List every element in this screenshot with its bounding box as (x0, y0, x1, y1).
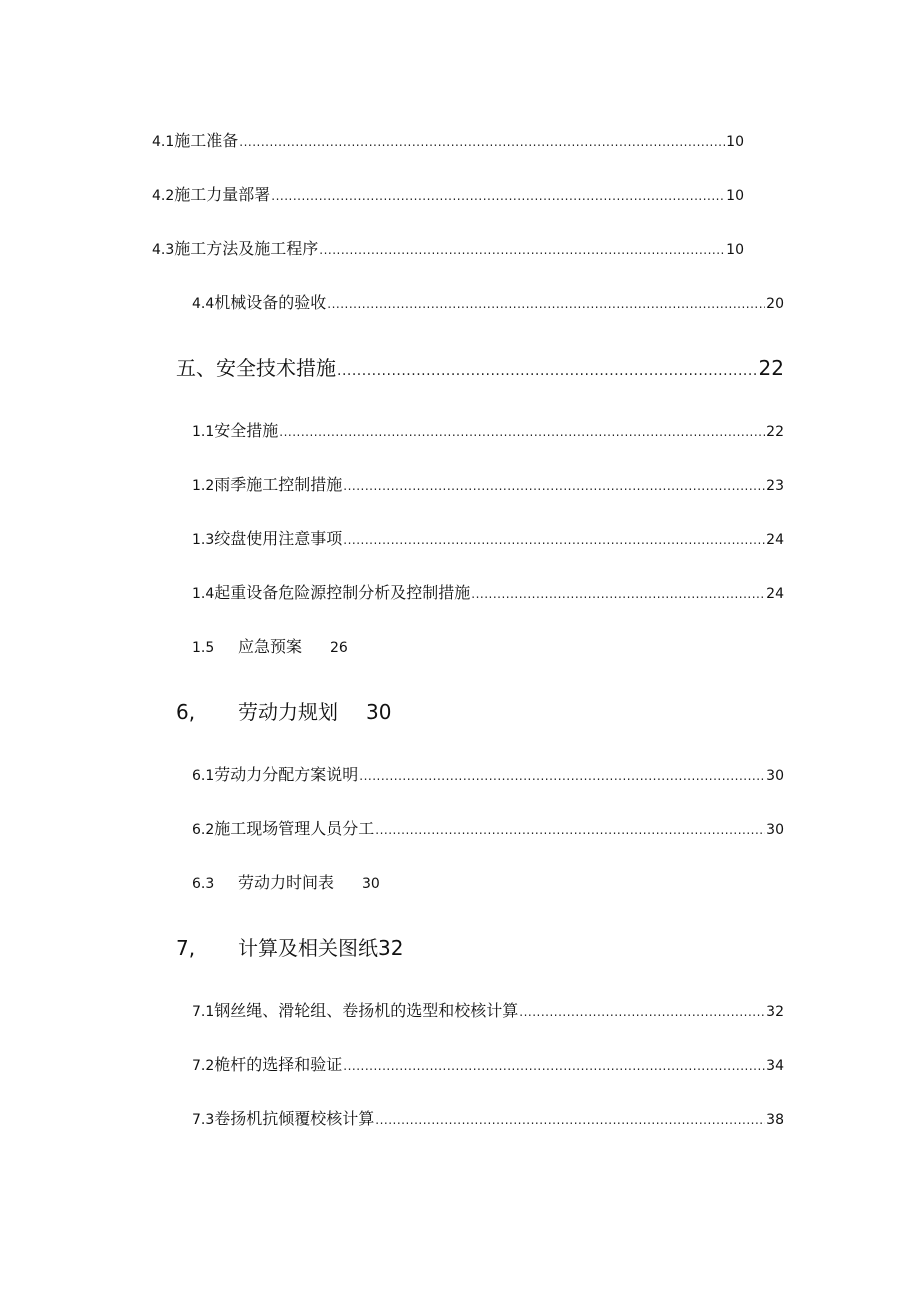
toc-leader (343, 533, 765, 547)
toc-title: 五、安全技术措施 (176, 356, 336, 380)
toc-title: 劳动力分配方案说明 (214, 765, 359, 784)
toc-leader (319, 243, 725, 257)
toc-number: 4.3 (152, 242, 175, 258)
toc-entry-6-2[interactable] (192, 816, 784, 839)
toc-entry-4-3[interactable] (152, 236, 744, 259)
toc-entry-6-1[interactable] (192, 762, 784, 785)
toc-entry-7-1[interactable] (192, 998, 784, 1021)
toc-entry-6-3[interactable] (192, 870, 380, 893)
toc-title: 施工方法及施工程序 (174, 239, 319, 258)
toc-title: 机械设备的验收 (214, 293, 327, 312)
toc-page-number: 26 (330, 640, 348, 656)
toc-page-number: 34 (766, 1058, 784, 1074)
toc-number: 6.3 (192, 876, 215, 892)
toc-title: 卷扬机抗倾覆校核计算 (214, 1109, 375, 1128)
toc-page-number: 22 (766, 424, 784, 440)
toc-number: 6.2 (192, 822, 215, 838)
toc-number: 7.2 (192, 1058, 215, 1074)
toc-number: 1.4 (192, 586, 215, 602)
toc-entry-1-2[interactable] (192, 472, 784, 495)
toc-leader (471, 587, 765, 601)
toc-title: 施工力量部署 (174, 185, 271, 204)
toc-page-number: 10 (726, 242, 744, 258)
toc-number: 1.3 (192, 532, 215, 548)
toc-number: 7.3 (192, 1112, 215, 1128)
toc-title: 计算及相关图纸 (238, 936, 378, 960)
toc-leader (375, 1113, 765, 1127)
toc-page-number: 30 (362, 876, 380, 892)
toc-page-number: 32 (378, 936, 404, 960)
toc-number: 7, (176, 936, 196, 960)
toc-page-number: 30 (766, 822, 784, 838)
toc-title: 施工现场管理人员分工 (214, 819, 375, 838)
toc-leader (327, 297, 765, 311)
toc-page-number: 32 (766, 1004, 784, 1020)
toc-leader (359, 769, 765, 783)
toc-leader (271, 189, 725, 203)
toc-title: 劳动力时间表 (238, 873, 335, 892)
toc-entry-7-2[interactable] (192, 1052, 784, 1075)
toc-number: 1.5 (192, 640, 215, 656)
toc-number: 4.1 (152, 134, 175, 150)
toc-page-number: 20 (766, 296, 784, 312)
toc-number: 1.1 (192, 424, 215, 440)
toc-title: 施工准备 (174, 131, 239, 150)
toc-title: 绞盘使用注意事项 (214, 529, 343, 548)
toc-page-number: 24 (766, 532, 784, 548)
toc-page-number: 22 (758, 356, 784, 380)
toc-leader (239, 135, 725, 149)
toc-entry-1-4[interactable] (192, 580, 784, 603)
toc-entry-4-1[interactable] (152, 128, 744, 151)
toc-leader (343, 479, 765, 493)
toc-number: 4.4 (192, 296, 215, 312)
toc-number: 1.2 (192, 478, 215, 494)
toc-page-number: 24 (766, 586, 784, 602)
toc-title: 雨季施工控制措施 (214, 475, 343, 494)
toc-section-5[interactable] (176, 352, 784, 381)
toc-number: 6, (176, 700, 196, 724)
toc-leader (519, 1005, 765, 1019)
toc-entry-4-4[interactable] (192, 290, 784, 313)
toc-page-number: 30 (366, 700, 392, 724)
toc-entry-4-2[interactable] (152, 182, 744, 205)
toc-number: 6.1 (192, 768, 215, 784)
toc-leader (279, 425, 765, 439)
toc-title: 钢丝绳、滑轮组、卷扬机的选型和校核计算 (214, 1001, 519, 1020)
toc-entry-1-5[interactable] (192, 634, 348, 657)
toc-page-number: 10 (726, 188, 744, 204)
toc-entry-1-1[interactable] (192, 418, 784, 441)
toc-number: 4.2 (152, 188, 175, 204)
toc-title: 劳动力规划 (238, 700, 338, 724)
toc-title: 应急预案 (238, 637, 303, 656)
toc-title: 起重设备危险源控制分析及控制措施 (214, 583, 471, 602)
toc-leader (337, 363, 758, 379)
toc-entry-7-3[interactable] (192, 1106, 784, 1129)
toc-entry-1-3[interactable] (192, 526, 784, 549)
toc-section-7[interactable] (176, 932, 403, 961)
toc-page-number: 10 (726, 134, 744, 150)
toc-title: 安全措施 (214, 421, 279, 440)
toc-leader (375, 823, 765, 837)
toc-title: 桅杆的选择和验证 (214, 1055, 343, 1074)
toc-page-number: 38 (766, 1112, 784, 1128)
toc-number: 7.1 (192, 1004, 215, 1020)
toc-page-number: 23 (766, 478, 784, 494)
toc-section-6[interactable] (176, 696, 391, 725)
toc-leader (343, 1059, 765, 1073)
toc-page-number: 30 (766, 768, 784, 784)
